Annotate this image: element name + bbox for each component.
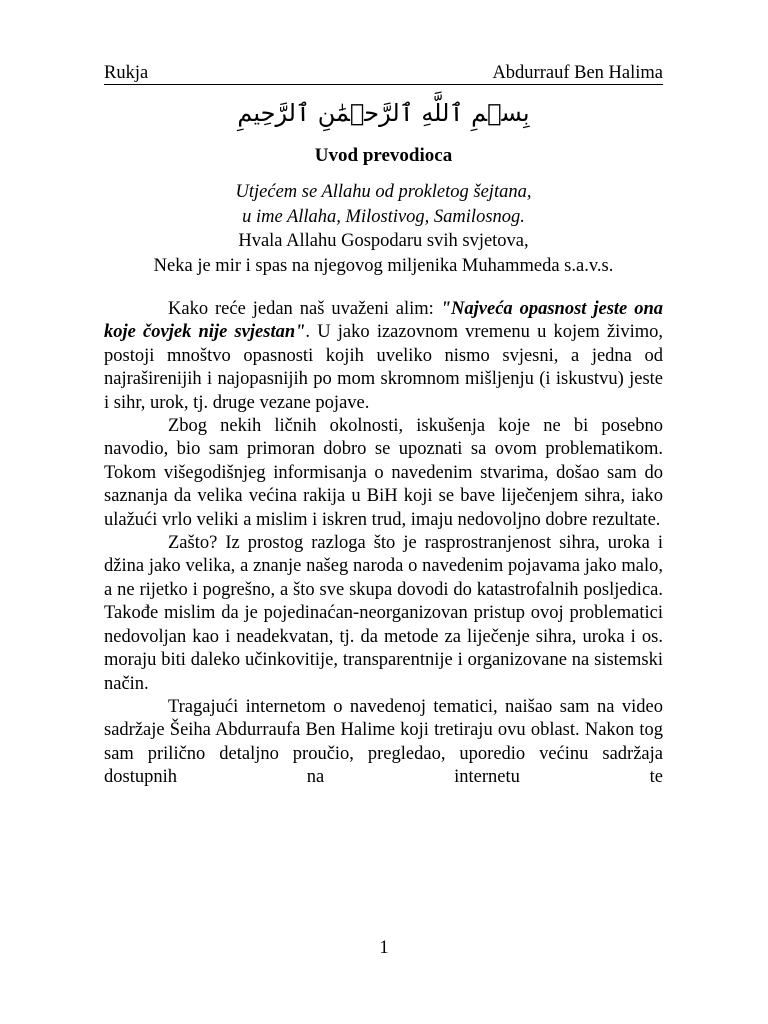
intro-line-3: Hvala Allahu Gospodaru svih svjetova, [238, 231, 529, 251]
intro-line-1: Utjećem se Allahu od prokletog šejtana, [235, 182, 532, 202]
document-page [104, 62, 663, 790]
intro-block [104, 180, 663, 278]
paragraph-2: Zbog nekih ličnih okolnosti, iskušenja koje ne bi posebno navodio, bio sam primoran dobro se upoznati sa ovom problematikom. Tokom višegodišnjeg informisanja o navedenim stvarima, došao sam do saznanja da velika većina rakija u BiH koji se bave liječenjem sihra, iako ulažući vrlo veliki a mislim i iskren trud, imaju nedovoljno dobre rezultate. [104, 416, 663, 530]
page-number: 1 [379, 938, 389, 958]
intro-line-2: u ime Allaha, Milostivog, Samilosnog. [242, 206, 525, 227]
paragraph-1-rest: . U jako izazovnom vremenu u kojem živimo, postoji mnoštvo opasnosti kojih uveliko nismo svjesni, a jedna od najraširenijih i najopasnijih po mom skromnom mišljenju (i iskustvu) jeste i sihr, urok, tj. druge vezane pojave. [104, 322, 663, 413]
paragraph-1 [104, 298, 663, 415]
paragraph-4: Tragajući internetom o navedenoj tematici, naišao sam na video sadržaje Šeiha Abdurraufa Ben Halime koji tretiraju ovu oblast. Nakon tog sam prilično detaljno proučio, pregledao, uporedio većinu sadržaja dostupnih na internetu te [104, 696, 663, 788]
quote: "Najveća opasnost jeste ona koje čovjek nije svjestan" [104, 299, 663, 343]
section-title: Uvod prevodioca [314, 145, 453, 166]
running-header [104, 62, 663, 85]
header-title: Rukja [104, 63, 149, 83]
basmala: بِسۡمِ ٱللَّهِ ٱلرَّحۡمَٰنِ ٱلرَّحِيمِ [237, 99, 530, 127]
intro-line-4: Neka je mir i spas na njegovog miljenika Muhammeda s.a.v.s. [153, 255, 614, 276]
paragraph-1-intro: Kako reće jedan naš uvaženi alim: [168, 299, 441, 319]
body-text [104, 298, 663, 790]
header-author: Abdurrauf Ben Halima [492, 63, 663, 83]
paragraph-3: Zašto? Iz prostog razloga što je rasprostranjenost sihra, uroka i džina jako velika, a znanje našeg naroda o navedenim pojavama jako malo, a ne rijetko i pogrešno, a što sve skupa dovodi do katastrofalnih posljedica. Takođe mislim da je pojedinaćan-neorganizovan pristup ovoj problematici nedovoljan kao i neadekvatan, tj. da metode za liječenje sihra, uroka i os. moraju biti daleko učinkovitije, transparentnije i organizovane na sistemski način. [104, 533, 663, 694]
